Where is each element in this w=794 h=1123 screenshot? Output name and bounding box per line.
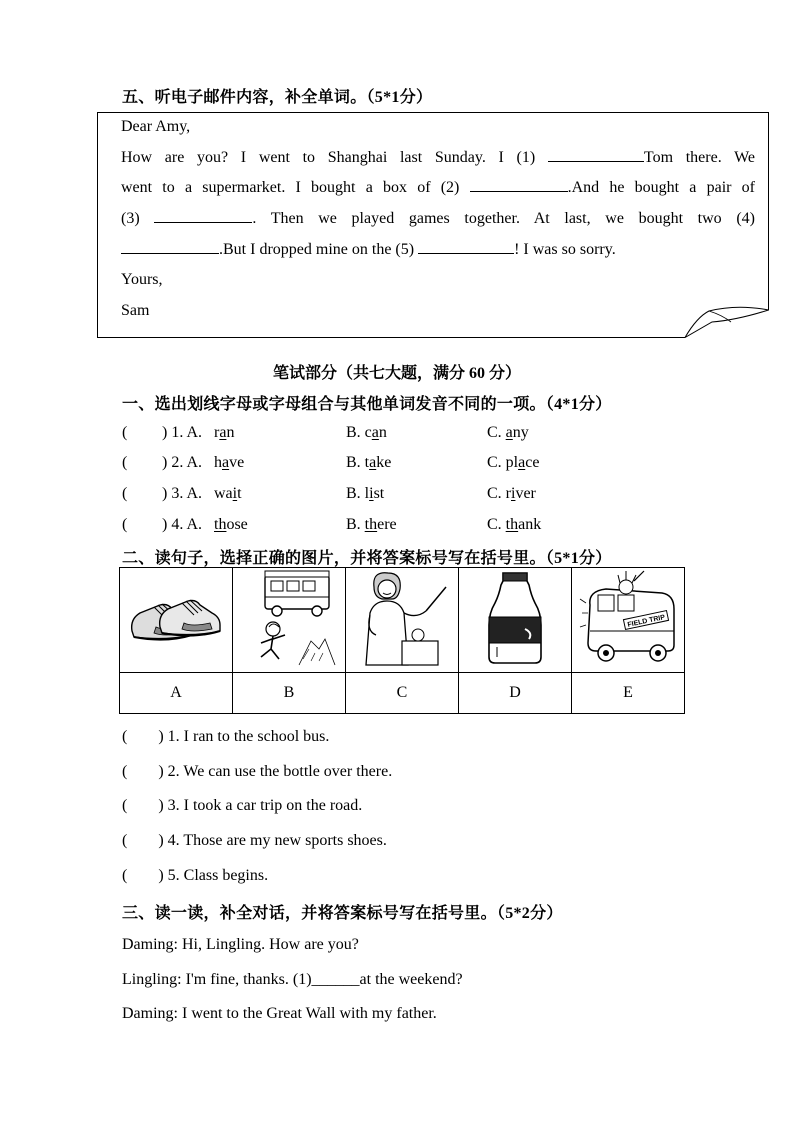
picture-cell-b <box>233 568 346 673</box>
option-a: wait <box>214 485 242 502</box>
picture-cell-a <box>120 568 233 673</box>
picture-label-b: B <box>233 673 346 714</box>
picture-cell-c <box>346 568 459 673</box>
email-closing: Yours, <box>121 271 163 289</box>
picture-label-d: D <box>459 673 572 714</box>
speaker: Lingling: <box>122 971 182 988</box>
dialogue-line: Daming: Hi, Lingling. How are you? <box>122 936 359 953</box>
field-trip-bus-icon <box>578 569 678 667</box>
answer-paren[interactable]: ( <box>122 485 128 502</box>
question-row <box>122 424 722 444</box>
dialogue-line: Daming: I went to the Great Wall with my father. <box>122 1005 437 1022</box>
question-number: ) 4. A. <box>162 516 202 533</box>
option-c: C. river <box>487 485 536 502</box>
sentence-row <box>122 797 362 815</box>
picture-cell-e <box>572 568 685 673</box>
picture-cell-d <box>459 568 572 673</box>
email-box <box>97 112 769 338</box>
question-row <box>122 516 722 536</box>
written-part-title: 笔试部分（共七大题，满分 60 分） <box>272 365 521 382</box>
answer-paren[interactable]: ( <box>122 832 128 849</box>
option-b: B. take <box>346 454 392 471</box>
email-line-1: How are you? I went to Shanghai last Sunday. I (1) Tom there. We <box>121 148 756 166</box>
option-b: B. can <box>346 424 387 441</box>
answer-paren[interactable]: ( <box>122 797 128 814</box>
sentence-row <box>122 832 387 850</box>
sentence-row <box>122 728 329 746</box>
email-signature: Sam <box>121 302 150 320</box>
option-c: C. thank <box>487 516 542 533</box>
section3-title: 三、读一读，补全对话，并将答案标号写在括号里。（5*2分） <box>122 905 563 922</box>
question-number: ) 3. A. <box>162 485 202 502</box>
section5-title: 五、听电子邮件内容，补全单词。（5*1分） <box>122 89 433 106</box>
answer-paren[interactable]: ( <box>122 763 128 780</box>
email-greeting: Dear Amy, <box>121 118 191 135</box>
email-line-3: (3) . Then we played games together. At last, we bought two (4) <box>121 210 756 228</box>
answer-blank-4[interactable] <box>121 239 219 254</box>
question-number: ) 2. A. <box>162 454 202 471</box>
option-a: those <box>214 516 248 533</box>
sneakers-icon <box>126 583 226 653</box>
answer-paren[interactable]: ( <box>122 516 128 533</box>
sentence-row <box>122 763 392 781</box>
question-row <box>122 454 722 474</box>
option-c: C. place <box>487 454 540 471</box>
answer-blank-1[interactable] <box>548 147 644 162</box>
option-b: B. list <box>346 485 385 502</box>
sentence-text: ) 2. We can use the bottle over there. <box>158 763 393 780</box>
picture-table <box>119 567 685 714</box>
option-a: have <box>214 454 245 471</box>
speaker: Daming: <box>122 1005 178 1022</box>
sentence-text: ) 4. Those are my new sports shoes. <box>158 832 387 849</box>
email-line-4: .But I dropped mine on the (5) ! I was so sorry. <box>121 235 755 266</box>
option-c: C. any <box>487 424 529 441</box>
sentence-row <box>122 867 268 885</box>
teacher-icon <box>352 569 452 667</box>
dialogue-line: Lingling: I'm fine, thanks. (1)______at the weekend? <box>122 971 463 988</box>
section1-title: 一、选出划线字母或字母组合与其他单词发音不同的一项。（4*1分） <box>122 396 612 413</box>
picture-label-c: C <box>346 673 459 714</box>
answer-paren[interactable]: ( <box>122 424 128 441</box>
sentence-text: ) 5. Class begins. <box>158 867 269 884</box>
answer-paren[interactable]: ( <box>122 867 128 884</box>
picture-label-a: A <box>120 673 233 714</box>
answer-paren[interactable]: ( <box>122 454 128 471</box>
school-bus-running-boy-icon <box>239 569 339 667</box>
section2-title: 二、读句子，选择正确的图片，并将答案标号写在括号里。（5*1分） <box>122 550 612 567</box>
answer-paren[interactable]: ( <box>122 728 128 745</box>
option-a: ran <box>214 424 235 441</box>
field-trip-sign: FIELD TRIP <box>626 613 666 629</box>
dialogue-blank-1[interactable]: ______ <box>311 971 360 988</box>
sentence-text: ) 1. I ran to the school bus. <box>158 728 330 745</box>
question-row <box>122 485 722 505</box>
sentence-text: ) 3. I took a car trip on the road. <box>158 797 363 814</box>
speaker: Daming: <box>122 936 178 953</box>
answer-blank-2[interactable] <box>470 177 568 192</box>
email-body <box>121 112 755 327</box>
picture-label-e: E <box>572 673 685 714</box>
option-b: B. there <box>346 516 397 533</box>
answer-blank-5[interactable] <box>418 239 514 254</box>
email-line-2: went to a supermarket. I bought a box of (2) .And he bought a pair of <box>121 179 756 197</box>
answer-blank-3[interactable] <box>154 208 252 223</box>
bottle-icon <box>465 569 565 667</box>
question-number: ) 1. A. <box>162 424 202 441</box>
